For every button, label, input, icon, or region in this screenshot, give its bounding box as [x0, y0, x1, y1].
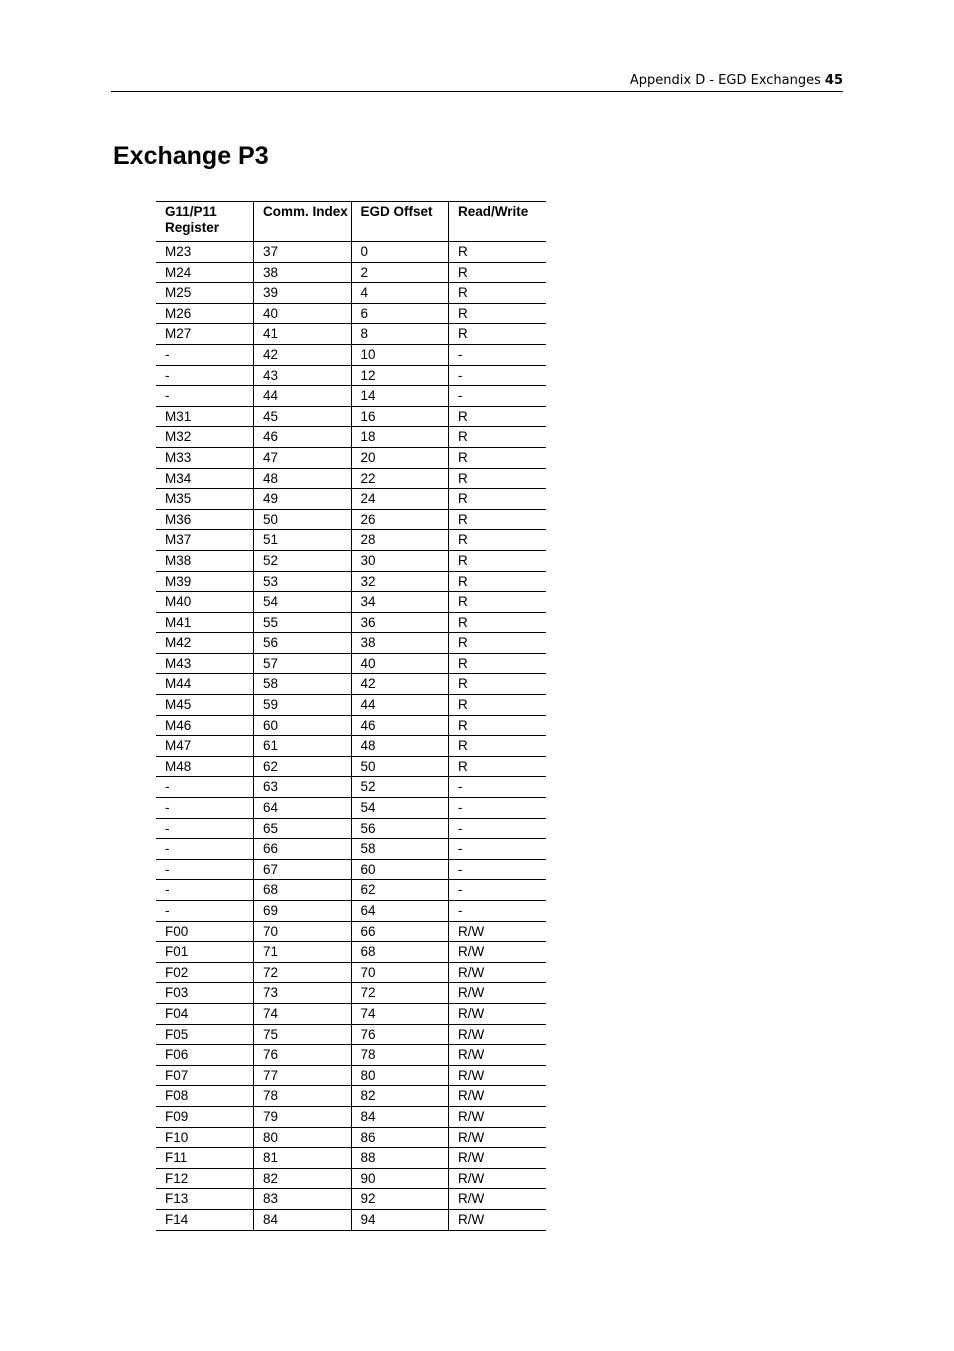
cell-comm-index: 37 [254, 242, 352, 263]
cell-read-write: R [449, 633, 547, 654]
cell-egd-offset: 38 [351, 633, 449, 654]
table-row [156, 427, 546, 448]
cell-egd-offset: 22 [351, 468, 449, 489]
table-row [156, 571, 546, 592]
cell-read-write: R/W [449, 921, 547, 942]
cell-egd-offset: 68 [351, 942, 449, 963]
cell-egd-offset: 26 [351, 509, 449, 530]
cell-egd-offset: 76 [351, 1024, 449, 1045]
cell-comm-index: 77 [254, 1065, 352, 1086]
table-row [156, 550, 546, 571]
table-row [156, 1086, 546, 1107]
cell-read-write: R [449, 242, 547, 263]
cell-read-write: R [449, 324, 547, 345]
cell-egd-offset: 90 [351, 1168, 449, 1189]
table-row [156, 303, 546, 324]
cell-read-write: - [449, 386, 547, 407]
cell-register: M35 [156, 489, 254, 510]
cell-register: - [156, 839, 254, 860]
table-row [156, 715, 546, 736]
exchange-table [156, 201, 546, 1231]
cell-read-write: R [449, 736, 547, 757]
table-row [156, 1024, 546, 1045]
cell-comm-index: 65 [254, 818, 352, 839]
cell-comm-index: 83 [254, 1189, 352, 1210]
cell-comm-index: 40 [254, 303, 352, 324]
cell-register: F08 [156, 1086, 254, 1107]
cell-register: M48 [156, 756, 254, 777]
cell-read-write: R/W [449, 983, 547, 1004]
page-header [111, 72, 843, 92]
cell-read-write: R/W [449, 1045, 547, 1066]
cell-read-write: R [449, 447, 547, 468]
cell-comm-index: 64 [254, 798, 352, 819]
cell-comm-index: 68 [254, 880, 352, 901]
table-row [156, 283, 546, 304]
cell-register: F06 [156, 1045, 254, 1066]
cell-egd-offset: 2 [351, 262, 449, 283]
cell-comm-index: 75 [254, 1024, 352, 1045]
cell-register: F07 [156, 1065, 254, 1086]
cell-register: - [156, 859, 254, 880]
cell-egd-offset: 46 [351, 715, 449, 736]
cell-comm-index: 79 [254, 1106, 352, 1127]
cell-egd-offset: 24 [351, 489, 449, 510]
cell-register: F02 [156, 962, 254, 983]
cell-comm-index: 76 [254, 1045, 352, 1066]
cell-register: M37 [156, 530, 254, 551]
cell-egd-offset: 74 [351, 1003, 449, 1024]
cell-read-write: R/W [449, 1086, 547, 1107]
table-row [156, 942, 546, 963]
cell-comm-index: 60 [254, 715, 352, 736]
table-row [156, 1045, 546, 1066]
cell-register: F14 [156, 1209, 254, 1230]
cell-register: M41 [156, 612, 254, 633]
cell-egd-offset: 62 [351, 880, 449, 901]
table-row [156, 242, 546, 263]
cell-read-write: - [449, 901, 547, 922]
cell-comm-index: 59 [254, 695, 352, 716]
table-row [156, 839, 546, 860]
cell-register: M40 [156, 592, 254, 613]
column-header-register: G11/P11 Register [156, 202, 254, 242]
table-row [156, 592, 546, 613]
cell-read-write: R/W [449, 1106, 547, 1127]
cell-register: F13 [156, 1189, 254, 1210]
cell-egd-offset: 0 [351, 242, 449, 263]
cell-read-write: - [449, 839, 547, 860]
cell-register: - [156, 901, 254, 922]
cell-comm-index: 74 [254, 1003, 352, 1024]
cell-register: F10 [156, 1127, 254, 1148]
cell-comm-index: 43 [254, 365, 352, 386]
page-number: 45 [824, 73, 843, 88]
cell-egd-offset: 12 [351, 365, 449, 386]
cell-read-write: R [449, 592, 547, 613]
cell-read-write: R/W [449, 962, 547, 983]
table-row [156, 468, 546, 489]
cell-comm-index: 50 [254, 509, 352, 530]
table-row [156, 1127, 546, 1148]
cell-comm-index: 47 [254, 447, 352, 468]
table-row [156, 344, 546, 365]
cell-register: M36 [156, 509, 254, 530]
cell-register: M24 [156, 262, 254, 283]
table-row [156, 509, 546, 530]
table-row [156, 818, 546, 839]
cell-comm-index: 70 [254, 921, 352, 942]
cell-comm-index: 46 [254, 427, 352, 448]
cell-comm-index: 39 [254, 283, 352, 304]
cell-register: M34 [156, 468, 254, 489]
cell-egd-offset: 14 [351, 386, 449, 407]
cell-register: M26 [156, 303, 254, 324]
cell-egd-offset: 34 [351, 592, 449, 613]
cell-register: - [156, 880, 254, 901]
cell-read-write: - [449, 344, 547, 365]
cell-register: M45 [156, 695, 254, 716]
cell-register: - [156, 386, 254, 407]
cell-read-write: R [449, 571, 547, 592]
cell-egd-offset: 66 [351, 921, 449, 942]
cell-comm-index: 38 [254, 262, 352, 283]
cell-register: M39 [156, 571, 254, 592]
cell-read-write: R/W [449, 1189, 547, 1210]
table-row [156, 1148, 546, 1169]
cell-egd-offset: 70 [351, 962, 449, 983]
cell-comm-index: 84 [254, 1209, 352, 1230]
table-row [156, 756, 546, 777]
cell-register: - [156, 365, 254, 386]
cell-egd-offset: 80 [351, 1065, 449, 1086]
cell-read-write: R/W [449, 1127, 547, 1148]
cell-register: - [156, 818, 254, 839]
cell-register: M38 [156, 550, 254, 571]
cell-egd-offset: 86 [351, 1127, 449, 1148]
page-title: Exchange P3 [113, 142, 269, 170]
cell-register: M25 [156, 283, 254, 304]
cell-read-write: R [449, 283, 547, 304]
cell-read-write: R/W [449, 1024, 547, 1045]
cell-read-write: R [449, 489, 547, 510]
cell-register: F00 [156, 921, 254, 942]
cell-register: M44 [156, 674, 254, 695]
cell-read-write: R/W [449, 1003, 547, 1024]
cell-register: M33 [156, 447, 254, 468]
cell-comm-index: 52 [254, 550, 352, 571]
column-header-comm-index: Comm. Index [254, 202, 352, 242]
cell-comm-index: 69 [254, 901, 352, 922]
table-row [156, 901, 546, 922]
table-row [156, 1106, 546, 1127]
table-row [156, 880, 546, 901]
cell-comm-index: 81 [254, 1148, 352, 1169]
cell-comm-index: 67 [254, 859, 352, 880]
cell-comm-index: 49 [254, 489, 352, 510]
header-section-text: Appendix D - EGD Exchanges [629, 73, 821, 88]
cell-register: F11 [156, 1148, 254, 1169]
cell-egd-offset: 72 [351, 983, 449, 1004]
table-row [156, 798, 546, 819]
table-row [156, 962, 546, 983]
cell-comm-index: 41 [254, 324, 352, 345]
cell-egd-offset: 32 [351, 571, 449, 592]
table-body [156, 242, 546, 1231]
cell-comm-index: 57 [254, 653, 352, 674]
cell-egd-offset: 88 [351, 1148, 449, 1169]
cell-read-write: R [449, 653, 547, 674]
cell-egd-offset: 30 [351, 550, 449, 571]
cell-comm-index: 45 [254, 406, 352, 427]
table-row [156, 324, 546, 345]
cell-register: F01 [156, 942, 254, 963]
cell-egd-offset: 20 [351, 447, 449, 468]
cell-read-write: R [449, 530, 547, 551]
cell-register: M31 [156, 406, 254, 427]
cell-comm-index: 61 [254, 736, 352, 757]
cell-comm-index: 78 [254, 1086, 352, 1107]
cell-read-write: R/W [449, 1209, 547, 1230]
table-row [156, 1189, 546, 1210]
cell-read-write: R [449, 468, 547, 489]
cell-comm-index: 73 [254, 983, 352, 1004]
cell-comm-index: 42 [254, 344, 352, 365]
cell-comm-index: 63 [254, 777, 352, 798]
cell-register: M42 [156, 633, 254, 654]
cell-read-write: R/W [449, 1148, 547, 1169]
cell-egd-offset: 8 [351, 324, 449, 345]
cell-egd-offset: 42 [351, 674, 449, 695]
table-row [156, 1209, 546, 1230]
cell-read-write: R [449, 406, 547, 427]
cell-egd-offset: 54 [351, 798, 449, 819]
cell-egd-offset: 78 [351, 1045, 449, 1066]
table-row [156, 386, 546, 407]
table-row [156, 695, 546, 716]
table-row [156, 530, 546, 551]
cell-read-write: - [449, 777, 547, 798]
table-row [156, 1168, 546, 1189]
cell-register: F05 [156, 1024, 254, 1045]
cell-read-write: R [449, 674, 547, 695]
cell-egd-offset: 60 [351, 859, 449, 880]
cell-comm-index: 44 [254, 386, 352, 407]
table-row [156, 921, 546, 942]
cell-egd-offset: 44 [351, 695, 449, 716]
cell-egd-offset: 52 [351, 777, 449, 798]
cell-register: - [156, 798, 254, 819]
cell-egd-offset: 50 [351, 756, 449, 777]
cell-register: F03 [156, 983, 254, 1004]
cell-register: M43 [156, 653, 254, 674]
table-row [156, 1065, 546, 1086]
cell-egd-offset: 82 [351, 1086, 449, 1107]
cell-register: M32 [156, 427, 254, 448]
table-row [156, 859, 546, 880]
cell-comm-index: 71 [254, 942, 352, 963]
cell-read-write: R [449, 695, 547, 716]
table-row [156, 633, 546, 654]
cell-read-write: - [449, 798, 547, 819]
cell-egd-offset: 58 [351, 839, 449, 860]
cell-read-write: R [449, 427, 547, 448]
cell-comm-index: 51 [254, 530, 352, 551]
cell-comm-index: 48 [254, 468, 352, 489]
table-row [156, 653, 546, 674]
cell-egd-offset: 64 [351, 901, 449, 922]
cell-register: M23 [156, 242, 254, 263]
cell-comm-index: 62 [254, 756, 352, 777]
cell-read-write: - [449, 818, 547, 839]
column-header-read-write: Read/Write [449, 202, 547, 242]
cell-egd-offset: 10 [351, 344, 449, 365]
cell-read-write: R [449, 303, 547, 324]
cell-egd-offset: 92 [351, 1189, 449, 1210]
table-row [156, 1003, 546, 1024]
cell-egd-offset: 48 [351, 736, 449, 757]
cell-read-write: - [449, 880, 547, 901]
cell-register: F09 [156, 1106, 254, 1127]
table-row [156, 262, 546, 283]
cell-comm-index: 53 [254, 571, 352, 592]
cell-register: - [156, 344, 254, 365]
cell-comm-index: 72 [254, 962, 352, 983]
cell-read-write: R [449, 612, 547, 633]
table-row [156, 983, 546, 1004]
table-row [156, 736, 546, 757]
table-row [156, 447, 546, 468]
cell-read-write: R [449, 550, 547, 571]
cell-egd-offset: 36 [351, 612, 449, 633]
table-header-row [156, 202, 546, 242]
cell-read-write: R [449, 509, 547, 530]
cell-read-write: R/W [449, 1168, 547, 1189]
cell-read-write: - [449, 859, 547, 880]
cell-comm-index: 54 [254, 592, 352, 613]
cell-egd-offset: 94 [351, 1209, 449, 1230]
table-row [156, 612, 546, 633]
cell-comm-index: 55 [254, 612, 352, 633]
table-row [156, 406, 546, 427]
cell-register: F04 [156, 1003, 254, 1024]
cell-register: M47 [156, 736, 254, 757]
cell-comm-index: 82 [254, 1168, 352, 1189]
table-row [156, 777, 546, 798]
cell-egd-offset: 84 [351, 1106, 449, 1127]
cell-egd-offset: 56 [351, 818, 449, 839]
cell-read-write: R [449, 756, 547, 777]
cell-read-write: R/W [449, 942, 547, 963]
cell-register: F12 [156, 1168, 254, 1189]
cell-read-write: R/W [449, 1065, 547, 1086]
cell-register: - [156, 777, 254, 798]
cell-comm-index: 58 [254, 674, 352, 695]
cell-comm-index: 80 [254, 1127, 352, 1148]
table-row [156, 489, 546, 510]
cell-egd-offset: 40 [351, 653, 449, 674]
cell-egd-offset: 28 [351, 530, 449, 551]
cell-register: M46 [156, 715, 254, 736]
cell-egd-offset: 16 [351, 406, 449, 427]
cell-register: M27 [156, 324, 254, 345]
cell-egd-offset: 6 [351, 303, 449, 324]
cell-comm-index: 56 [254, 633, 352, 654]
cell-egd-offset: 4 [351, 283, 449, 304]
cell-read-write: - [449, 365, 547, 386]
cell-comm-index: 66 [254, 839, 352, 860]
column-header-egd-offset: EGD Offset [351, 202, 449, 242]
cell-read-write: R [449, 715, 547, 736]
cell-egd-offset: 18 [351, 427, 449, 448]
table-row [156, 674, 546, 695]
table-row [156, 365, 546, 386]
cell-read-write: R [449, 262, 547, 283]
